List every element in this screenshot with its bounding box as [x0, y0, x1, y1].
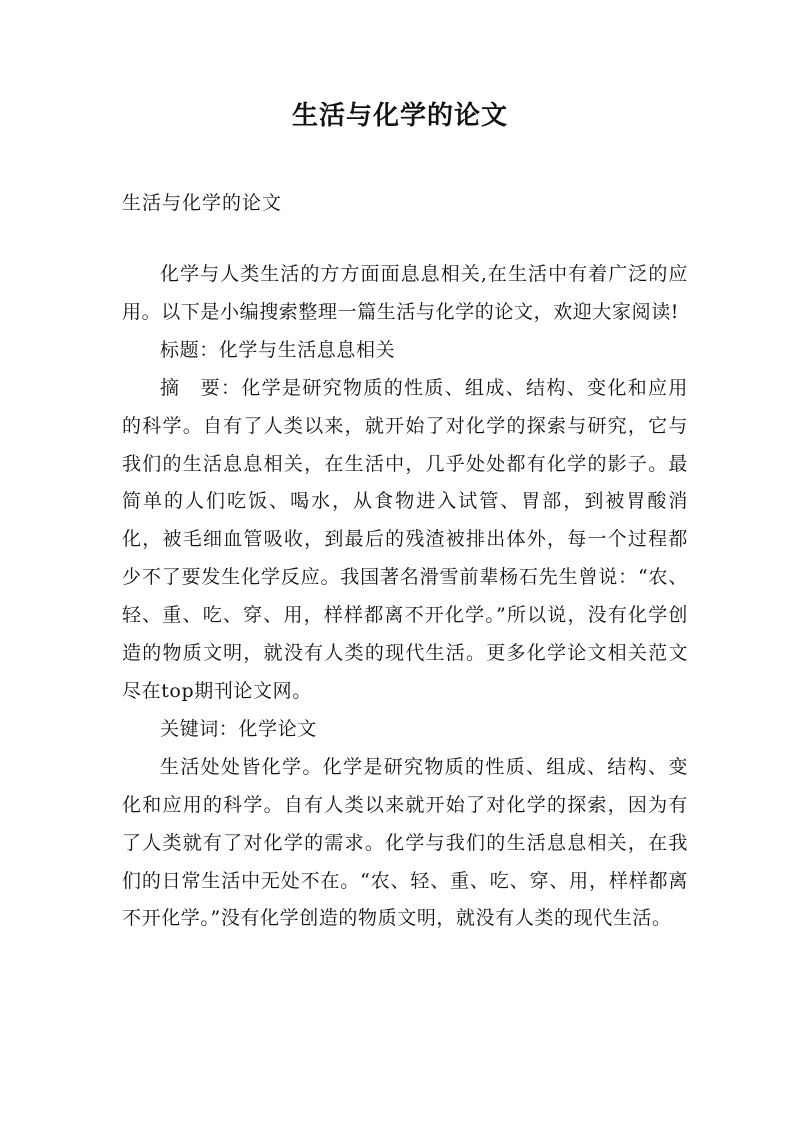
document-body: [122, 256, 688, 938]
abstract-paragraph: 摘 要：化学是研究物质的性质、组成、结构、变化和应用的科学。自有了人类以来，就开始了对化学的探索与研究，它与我们的生活息息相关，在生活中，几乎处处都有化学的影子。最简单的人们吃饭、喝水，从食物进入试管、胃部，到被胃酸消化，被毛细血管吸收，到最后的残渣被排出体外，每一个过程都少不了要发生化学反应。我国著名滑雪前辈杨石先生曾说：“农、轻、重、吃、穿、用，样样都离不开化学。”所以说，没有化学创造的物质文明，就没有人类的现代生活。更多化学论文相关范文尽在top期刊论文网。: [122, 376, 688, 702]
document-title: 生活与化学的论文: [291, 101, 508, 131]
intro-paragraph: 化学与人类生活的方方面面息息相关,在生活中有着广泛的应用。以下是小编搜索整理一篇生活与化学的论文，欢迎大家阅读!: [122, 263, 688, 323]
keywords-paragraph: 关键词：化学论文: [160, 717, 317, 740]
body-paragraph: 生活处处皆化学。化学是研究物质的性质、组成、结构、变化和应用的科学。自有人类以来就开始了对化学的探索，因为有了人类就有了对化学的需求。化学与我们的生活息息相关，在我们的日常生活中无处不在。“农、轻、重、吃、穿、用，样样都离不开化学。”没有化学创造的物质文明，就没有人类的现代生活。: [122, 755, 688, 930]
document-subtitle: 生活与化学的论文: [122, 192, 283, 214]
heading-paragraph: 标题：化学与生活息息相关: [160, 338, 396, 361]
